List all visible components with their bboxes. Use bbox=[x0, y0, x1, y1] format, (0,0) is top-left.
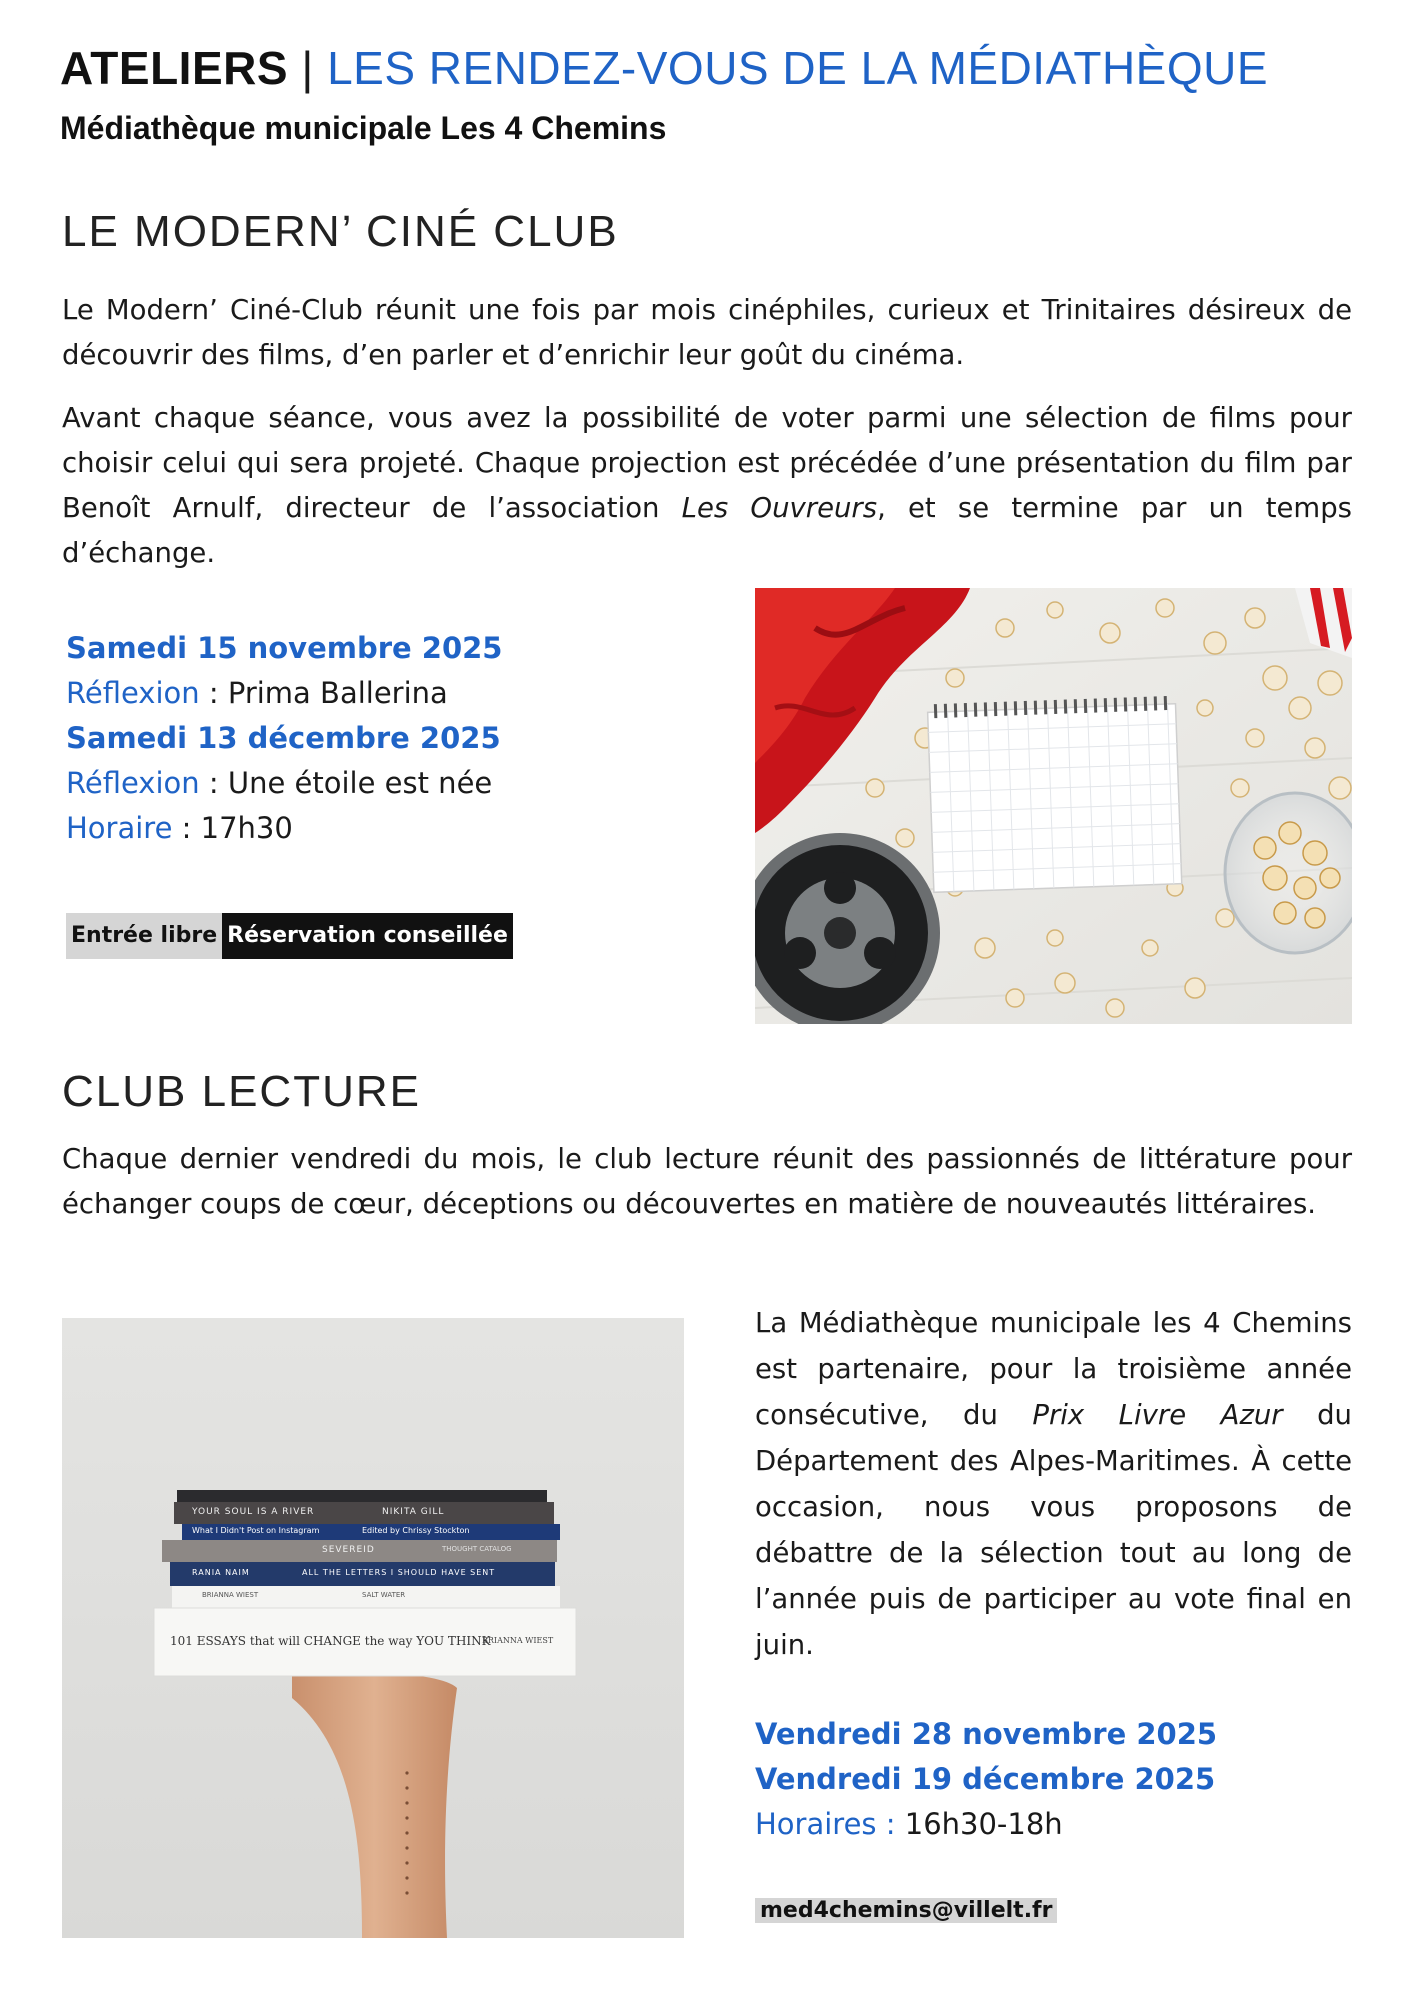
lecture-intro: Chaque dernier vendredi du mois, le club lecture réunit des passionnés de littérature pour échanger coups de cœur, déceptions ou découvertes en matière de nouveautés littéraires. bbox=[62, 1143, 1352, 1220]
free-entry-badge: Entrée libre bbox=[66, 913, 222, 959]
cine-time: Horaire : 17h30 bbox=[66, 811, 293, 845]
booking-badge: Réservation conseillée bbox=[222, 913, 513, 959]
book-spine-6-right: BRIANNA WIEST bbox=[482, 1636, 554, 1645]
book-spine-5-right: SALT WATER bbox=[362, 1591, 406, 1599]
lecture-date-2: Vendredi 19 décembre 2025 bbox=[755, 1762, 1216, 1796]
lecture-contact bbox=[755, 1888, 1057, 1934]
cine-film-1: Réflexion : Prima Ballerina bbox=[66, 676, 448, 710]
lecture-schedule bbox=[755, 1712, 1217, 1847]
cine-club-schedule bbox=[66, 626, 503, 851]
book-spine-2-right: Edited by Chrissy Stockton bbox=[362, 1526, 470, 1535]
cine-badges bbox=[66, 913, 513, 959]
cine-club-intro: Le Modern’ Ciné-Club réunit une fois par mois cinéphiles, curieux et Trinitaires désireux de découvrir des films, d’en parler et d’enrichir leur goût du cinéma. bbox=[62, 294, 1352, 371]
book-spine-1-right: NIKITA GILL bbox=[382, 1507, 445, 1517]
lecture-time: Horaires : 16h30-18h bbox=[755, 1807, 1063, 1841]
prix-livre-azur-text: La Médiathèque municipale les 4 Chemins est partenaire, pour la troisième année consécutive, du Prix Livre Azur du Département des Alpes-Maritimes. À cette occasion, nous vous proposons de débattre de la sélection tout au long de l’année puis de participer au vote final en juin. bbox=[755, 1307, 1352, 1661]
cine-club-heading: LE MODERN’ CINÉ CLUB bbox=[62, 207, 619, 256]
book-spine-4-left: RANIA NAIM bbox=[192, 1568, 250, 1577]
title-ateliers: ATELIERS bbox=[60, 42, 289, 94]
title-separator: | bbox=[301, 42, 314, 94]
prix-name: Prix Livre Azur bbox=[1032, 1399, 1283, 1431]
books-photo bbox=[62, 1318, 684, 1938]
book-spine-6-left: 101 ESSAYS that will CHANGE the way YOU THINK bbox=[170, 1634, 491, 1648]
email-badge: med4chemins@villelt.fr bbox=[755, 1898, 1057, 1923]
cine-date-1: Samedi 15 novembre 2025 bbox=[66, 631, 503, 665]
book-spine-5-left: BRIANNA WIEST bbox=[202, 1591, 259, 1599]
book-spines bbox=[62, 1318, 684, 1938]
lecture-heading: CLUB LECTURE bbox=[62, 1067, 421, 1116]
page-subtitle: Médiathèque municipale Les 4 Chemins bbox=[60, 110, 667, 146]
cine-date-2: Samedi 13 décembre 2025 bbox=[66, 721, 501, 755]
page-title bbox=[60, 38, 1268, 98]
book-spine-3-left: SEVEREID bbox=[322, 1545, 375, 1555]
cine-film-2: Réflexion : Une étoile est née bbox=[66, 766, 493, 800]
book-spine-2-left: What I Didn't Post on Instagram bbox=[192, 1526, 320, 1535]
cinema-photo bbox=[755, 588, 1352, 1024]
title-rendez-vous: LES RENDEZ-VOUS DE LA MÉDIATHÈQUE bbox=[327, 42, 1269, 94]
cine-club-description: Avant chaque séance, vous avez la possibilité de voter parmi une sélection de films pour choisir celui qui sera projeté. Chaque projection est précédée d’une présentation du film par Benoît Arnulf, directeur de l’association Les Ouvreurs, et se termine par un temps d’échange. bbox=[62, 402, 1352, 569]
book-spine-1-left: YOUR SOUL IS A RIVER bbox=[192, 1507, 315, 1517]
association-name: Les Ouvreurs bbox=[681, 492, 878, 524]
book-spine-3-right: THOUGHT CATALOG bbox=[442, 1545, 512, 1553]
lecture-date-1: Vendredi 28 novembre 2025 bbox=[755, 1717, 1218, 1751]
book-spine-4-right: ALL THE LETTERS I SHOULD HAVE SENT bbox=[302, 1568, 496, 1577]
